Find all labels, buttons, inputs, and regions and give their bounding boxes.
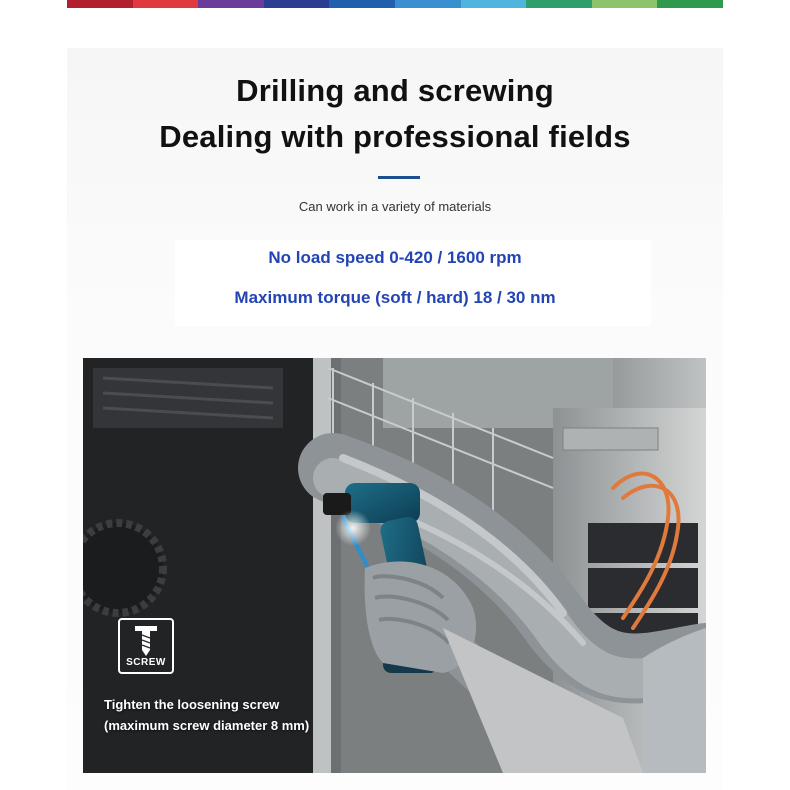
- headline-line-2: Dealing with professional fields: [159, 119, 631, 154]
- decorative-color-strip: [67, 0, 723, 8]
- color-strip-segment: [67, 0, 133, 8]
- photo-caption-line-2: (maximum screw diameter 8 mm): [104, 718, 310, 733]
- color-strip-segment: [592, 0, 658, 8]
- screw-badge-label: SCREW: [126, 657, 166, 668]
- color-strip-segment: [657, 0, 723, 8]
- accent-divider: [378, 176, 420, 179]
- color-strip-segment: [133, 0, 199, 8]
- headline-line-1: Drilling and screwing: [236, 73, 554, 108]
- color-strip-segment: [395, 0, 461, 8]
- color-strip-segment: [264, 0, 330, 8]
- photo-caption-line-1: Tighten the loosening screw: [104, 697, 280, 712]
- screw-badge: [118, 618, 174, 674]
- color-strip-segment: [198, 0, 264, 8]
- color-strip-segment: [329, 0, 395, 8]
- spec-max-torque: Maximum torque (soft / hard) 18 / 30 nm: [234, 288, 556, 307]
- spec-no-load-speed: No load speed 0-420 / 1600 rpm: [268, 248, 522, 267]
- color-strip-segment: [526, 0, 592, 8]
- subtitle: Can work in a variety of materials: [298, 199, 492, 214]
- color-strip-segment: [461, 0, 527, 8]
